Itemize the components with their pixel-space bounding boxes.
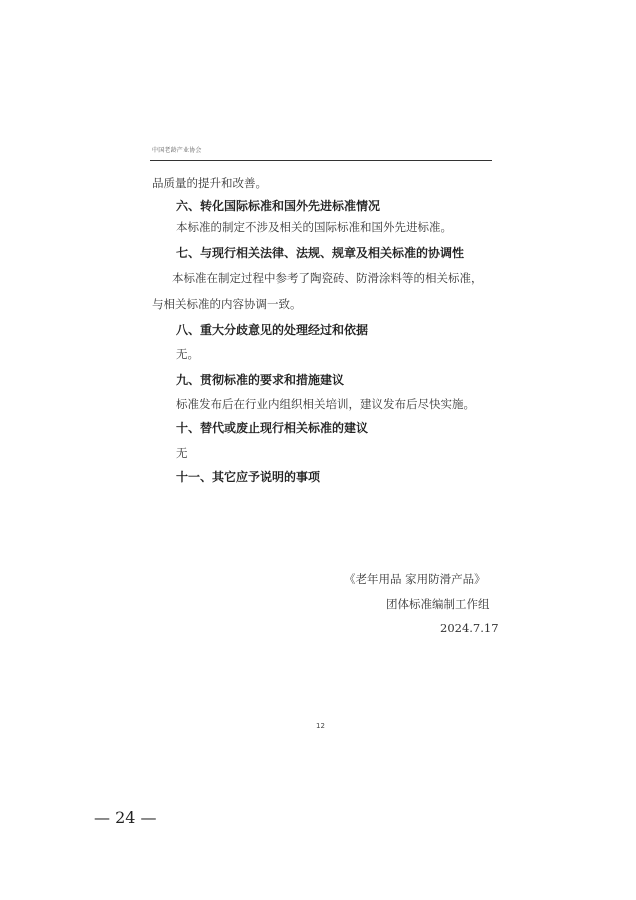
signature-group: 团体标准编制工作组 <box>386 597 490 611</box>
signature-standard-name: 《老年用品 家用防滑产品》 <box>344 572 486 586</box>
signature-date: 2024.7.17 <box>440 621 499 635</box>
footer-page-number: — 24 — <box>94 808 157 827</box>
section7-heading: 七、与现行相关法律、法规、规章及相关标准的协调性 <box>176 246 465 260</box>
section11-heading: 十一、其它应予说明的事项 <box>176 470 321 484</box>
section9-text: 标准发布后在行业内组织相关培训，建议发布后尽快实施。 <box>176 397 475 411</box>
section6-heading: 六、转化国际标准和国外先进标准情况 <box>176 199 381 213</box>
header-organization: 中国老龄产业协会 <box>152 147 202 154</box>
continuation-line: 品质量的提升和改善。 <box>152 176 267 190</box>
section10-heading: 十、替代或废止现行相关标准的建议 <box>176 421 369 435</box>
header-rule <box>150 160 492 161</box>
section7-text-line1: 本标准在制定过程中参考了陶瓷砖、防滑涂料等的相关标准， <box>172 271 483 285</box>
section6-text: 本标准的制定不涉及相关的国际标准和国外先进标准。 <box>176 220 452 234</box>
section7-text-line2: 与相关标准的内容协调一致。 <box>152 297 302 311</box>
section10-text: 无 <box>176 446 188 460</box>
section9-heading: 九、贯彻标准的要求和措施建议 <box>176 373 345 387</box>
section8-text: 无。 <box>176 347 199 361</box>
section8-heading: 八、重大分歧意见的处理经过和依据 <box>176 323 369 337</box>
inner-page-number: 12 <box>316 722 325 730</box>
